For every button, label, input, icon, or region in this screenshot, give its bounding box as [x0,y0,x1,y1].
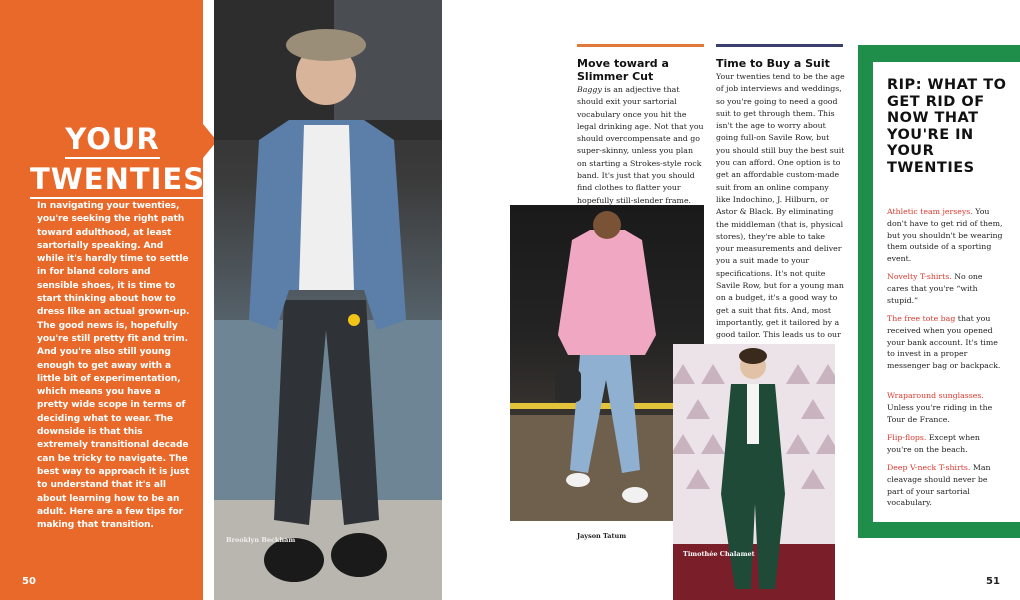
rip-item-6-label: Deep V-neck T-shirts. [887,463,971,472]
column1-heading: Move toward a Slimmer Cut [577,57,669,83]
rip-item-1 [887,206,1005,265]
page-number-left: 50 [22,576,36,587]
intro-paragraph: In navigating your twenties, you're seeking the right path toward adulthood, at least sartorially speaking. And while it's hardly time to settle in for bland colors and sensible shoes, it is time to start thinking about how to dress like an actual grown-up. The good news is, hopefully you're still pretty fit and trim. And you're also still young enough to get away with a little bit of experimentation, which means you have a pretty wide scope in terms of deciding what to wear. The downside is that this extremely transitional decade can be tricky to navigate. The best way to approach it is just to understand that it's all about learning how to be an adult. Here are a few tips for making that transition. [37,201,190,531]
rip-item-1-text: You don't have to get rid of them, but you shouldn't be wearing them outside of a sporting event. [887,207,1003,264]
chapter-title [30,122,206,202]
rip-item-4 [887,390,1005,425]
column1-body-italic: Baggy [577,85,602,94]
rip-item-1-label: Athletic team jerseys. [887,207,973,216]
caption-timothee: Timothée Chalamet [683,550,755,558]
rip-item-5 [887,432,1005,456]
chapter-title-line2: TWENTIES [30,162,205,199]
caption-brooklyn: Brooklyn Beckham [226,536,296,544]
column2-heading: Time to Buy a Suit [716,57,830,70]
rip-item-2 [887,271,1005,306]
brooklyn-illustration [214,0,442,600]
column2-body: Your twenties tend to be the age of job interviews and weddings, so you're going to need a good suit to get through them. This isn't the age to worry about going full-on Savile Row, but you should still buy the best suit you can afford. One option is to get an affordable custom-made suit from an online company like Indochino, J. Hilburn, or Astor & Black. By eliminating the middleman (that is, physical stores), they're able to take your measurements and deliver you a suit made to your specifications. It's not quite Savile Row, but for a young man on a budget, it's a good way to get a suit that fits. And, most importantly, get it tailored by a good tailor. This leads us to our [716,72,845,340]
rip-item-2-label: Novelty T-shirts. [887,272,952,281]
column2-rule [716,44,843,47]
rip-item-4-text: Unless you're riding in the Tour de France. [887,402,993,424]
rip-item-5-label: Flip-flops. [887,433,927,442]
page-number-right: 51 [986,576,1000,587]
photo-timothee-chalamet [673,344,835,600]
rip-item-3-label: The free tote bag [887,314,956,323]
photo-brooklyn-beckham [214,0,442,600]
rip-item-2-text: No one cares that you're “with stupid.” [887,272,983,305]
rip-sidebar-title: RIP: WHAT TO GET RID OF NOW THAT YOU'RE IN YOUR TWENTIES [887,77,1007,176]
rip-item-3-text: that you received when you opened your bank account. It's time to invest in a proper messenger bag or backpack. [887,314,1001,371]
timothee-illustration [673,344,835,600]
caption-jayson: Jayson Tatum [577,532,627,540]
rip-item-4-label: Wraparound sunglasses. [887,391,984,400]
rip-item-5-text: Except when you're on the beach. [887,433,980,454]
rip-item-6 [887,462,1005,509]
column1-body [577,84,704,207]
chapter-title-line1: YOUR [65,122,160,159]
rip-item-6-text: Man cleavage should never be part of your sartorial vocabulary. [887,463,991,508]
rip-item-3 [887,313,1005,372]
column1-body-text: is an adjective that should exit your sartorial vocabulary once you hit the legal drinking age. Not that you should overcompensate and go super-skinny, unless you plan on starting a Strokes-style rock band. It's just that you should find clothes to flatter your hopefully still-slender frame. [577,85,704,205]
column1-rule [577,44,704,47]
